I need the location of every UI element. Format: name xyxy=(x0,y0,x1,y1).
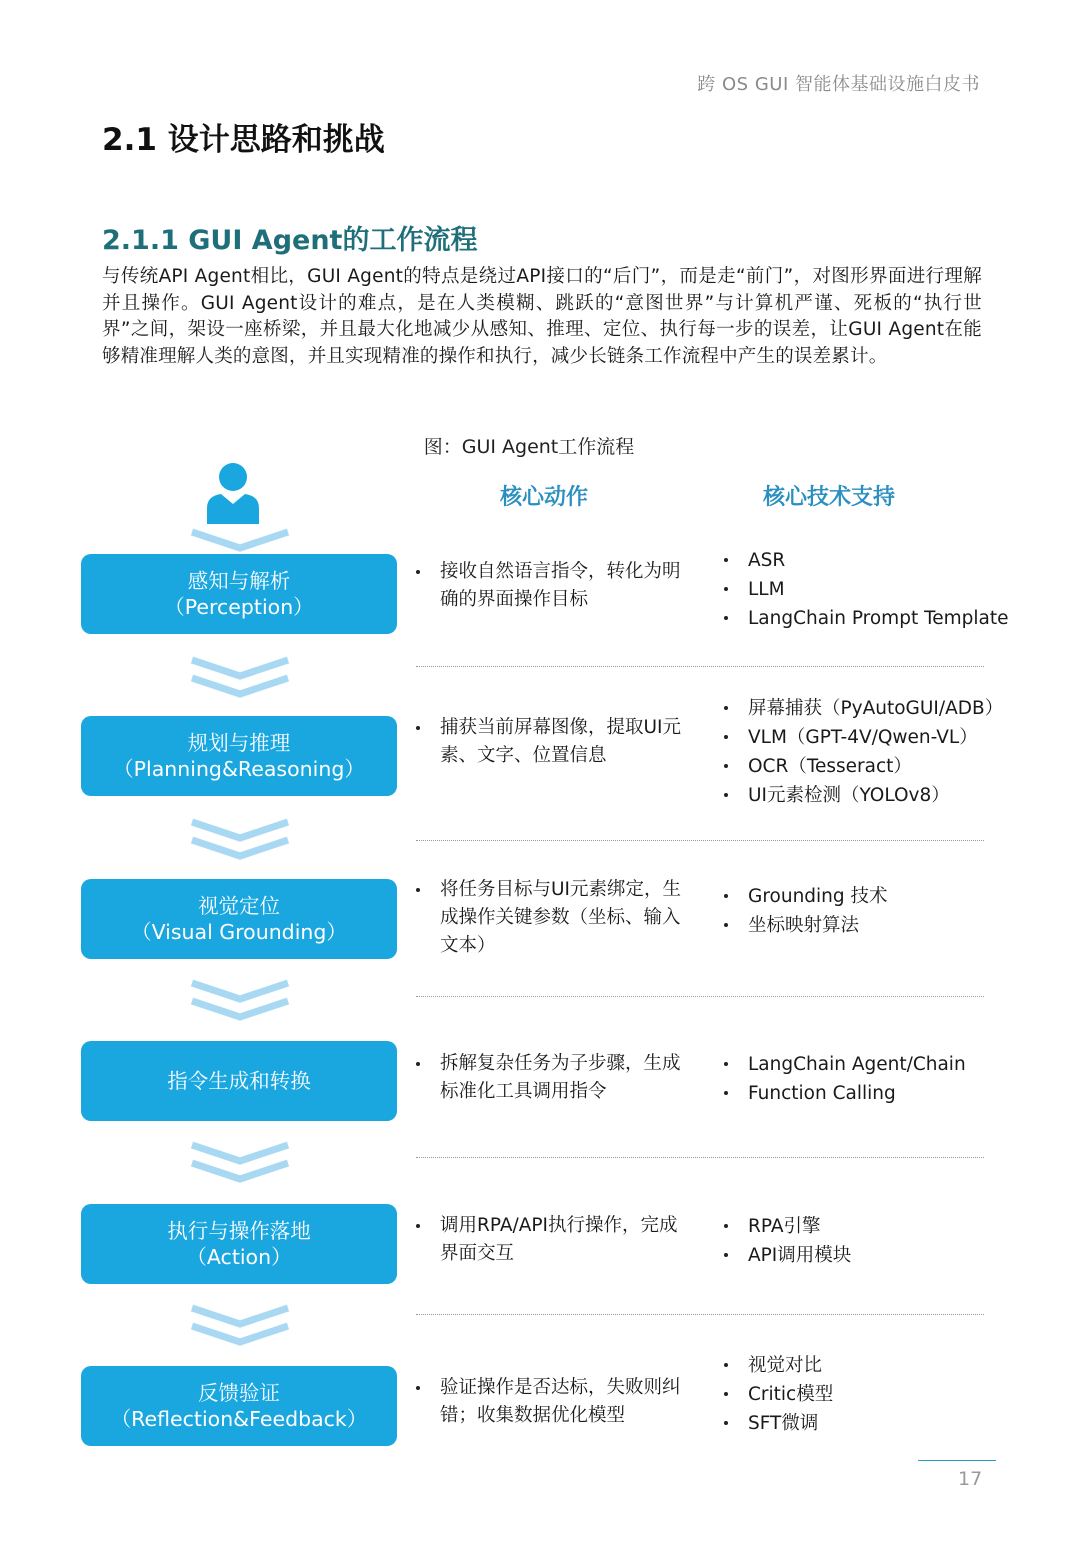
tech-list-perception xyxy=(722,546,1042,633)
tech-item: LangChain Prompt Template xyxy=(722,604,1042,633)
subsection-title: 2.1.1 GUI Agent的工作流程 xyxy=(102,225,478,256)
tech-item: 坐标映射算法 xyxy=(722,911,1042,940)
action-item: 捕获当前屏幕图像，提取UI元素、文字、位置信息 xyxy=(414,714,686,770)
tech-list-grounding xyxy=(722,882,1042,940)
action-item: 接收自然语言指令，转化为明确的界面操作目标 xyxy=(414,558,686,614)
column-heading-actions: 核心动作 xyxy=(500,485,589,510)
tech-item: LangChain Agent/Chain xyxy=(722,1050,1042,1079)
column-heading-tech: 核心技术支持 xyxy=(763,485,896,510)
step-box-action xyxy=(81,1204,397,1284)
step-name: 指令生成和转换 xyxy=(167,1069,311,1093)
figure-caption xyxy=(0,432,1080,459)
tech-item: RPA引擎 xyxy=(722,1212,1042,1241)
tech-item: ASR xyxy=(722,546,1042,575)
step-en: （Visual Grounding） xyxy=(131,920,347,944)
step-en: （Planning&Reasoning） xyxy=(113,757,365,781)
double-chevron-down-icon xyxy=(186,654,294,702)
divider xyxy=(416,996,984,997)
step-box-planning xyxy=(81,716,397,796)
step-name: 规划与推理 xyxy=(187,731,291,755)
tech-item: Grounding 技术 xyxy=(722,882,1042,911)
step-box-feedback xyxy=(81,1366,397,1446)
tech-list-instruction xyxy=(722,1050,1042,1108)
tech-list-action xyxy=(722,1212,1042,1270)
intro-paragraph: 与传统API Agent相比，GUI Agent的特点是绕过API接口的“后门”，而是走“前门”，对图形界面进行理解并且操作。GUI Agent设计的难点，是在人类模糊、跳跃的“意图世界”与计算机严谨、死板的“执行世界”之间，架设一座桥梁，并且最大化地减少从感知、推理、定位、执行每一步的误差，让GUI Agent在能够精准理解人类的意图，并且实现精准的操作和执行，减少长链条工作流程中产生的误差累计。 xyxy=(102,266,982,367)
double-chevron-down-icon xyxy=(186,977,294,1025)
step-en: （Action） xyxy=(186,1245,292,1269)
double-chevron-down-icon xyxy=(186,816,294,864)
step-name: 反馈验证 xyxy=(198,1381,280,1405)
double-chevron-down-icon xyxy=(186,1302,294,1350)
tech-item: API调用模块 xyxy=(722,1241,1042,1270)
tech-item: VLM（GPT-4V/Qwen-VL） xyxy=(722,723,1042,752)
action-list-perception xyxy=(414,558,686,614)
page-number-rule xyxy=(918,1460,996,1461)
tech-list-feedback xyxy=(722,1351,1042,1438)
tech-item: SFT微调 xyxy=(722,1409,1042,1438)
divider xyxy=(416,666,984,667)
divider xyxy=(416,840,984,841)
double-chevron-down-icon xyxy=(186,1139,294,1187)
tech-item: 屏幕捕获（PyAutoGUI/ADB） xyxy=(722,694,1042,723)
action-item: 拆解复杂任务为子步骤，生成标准化工具调用指令 xyxy=(414,1050,686,1106)
divider xyxy=(416,1157,984,1158)
action-item: 验证操作是否达标，失败则纠错；收集数据优化模型 xyxy=(414,1374,686,1430)
step-box-grounding xyxy=(81,879,397,959)
action-list-planning xyxy=(414,714,686,770)
tech-item: UI元素检测（YOLOv8） xyxy=(722,781,1042,810)
double-chevron-down-icon xyxy=(186,526,294,554)
action-list-action xyxy=(414,1212,686,1268)
divider xyxy=(416,1314,984,1315)
step-name: 执行与操作落地 xyxy=(167,1219,311,1243)
page-number: 17 xyxy=(958,1468,983,1490)
action-list-instruction xyxy=(414,1050,686,1106)
tech-item: Critic模型 xyxy=(722,1380,1042,1409)
section-title: 2.1 设计思路和挑战 xyxy=(102,122,385,158)
tech-list-planning xyxy=(722,694,1042,810)
step-en: （Reflection&Feedback） xyxy=(110,1407,368,1431)
step-en: （Perception） xyxy=(164,595,314,619)
action-list-feedback xyxy=(414,1374,686,1430)
action-item: 将任务目标与UI元素绑定，生成操作关键参数（坐标、输入文本） xyxy=(414,876,686,960)
action-item: 调用RPA/API执行操作，完成界面交互 xyxy=(414,1212,686,1268)
running-header: 跨 OS GUI 智能体基础设施白皮书 xyxy=(697,74,980,95)
step-name: 感知与解析 xyxy=(187,569,291,593)
tech-item: LLM xyxy=(722,575,1042,604)
user-icon xyxy=(205,460,261,526)
tech-item: Function Calling xyxy=(722,1079,1042,1108)
tech-item: OCR（Tesseract） xyxy=(722,752,1042,781)
action-list-grounding xyxy=(414,876,686,960)
tech-item: 视觉对比 xyxy=(722,1351,1042,1380)
step-box-instruction xyxy=(81,1041,397,1121)
figure-caption-text: 图：GUI Agent工作流程 xyxy=(423,436,635,458)
step-box-perception xyxy=(81,554,397,634)
step-name: 视觉定位 xyxy=(198,894,280,918)
